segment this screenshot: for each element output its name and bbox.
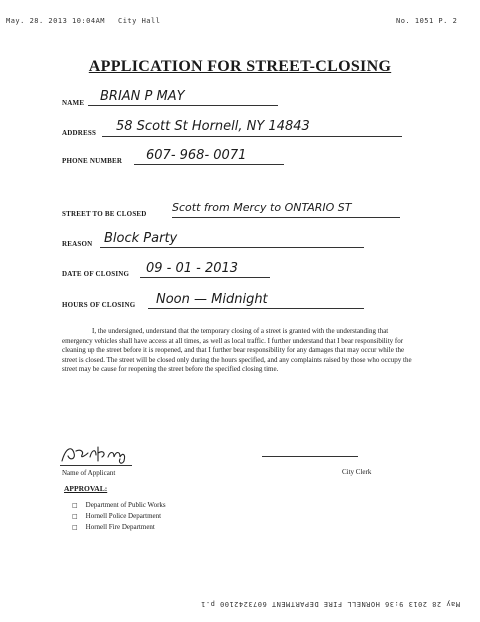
- phone-label: PHONE NUMBER: [62, 157, 123, 165]
- applicant-label: Name of Applicant: [62, 469, 116, 477]
- reason-label: REASON: [62, 240, 93, 248]
- approval-heading: APPROVAL:: [64, 484, 108, 493]
- hours-line: [148, 308, 364, 309]
- address-value: 58 Scott St Hornell, NY 14843: [116, 119, 310, 134]
- fax-date-time: May. 28. 2013 10:04AM: [6, 17, 106, 25]
- street-value: Scott from Mercy to ONTARIO ST: [172, 201, 352, 214]
- hours-value: Noon — Midnight: [156, 292, 268, 307]
- reason-value: Block Party: [104, 231, 178, 246]
- statement-paragraph: I, the undersigned, understand that the temporary closing of a street is granted with the understanding that emergency vehicles shall have access at all times, as well as local traffic. I further understand that I bear responsibility for cleaning up the street before it is reopened, and that I further bear responsibility for any damages that may occur while the street is closed. The street will be closed only during the hours specified, and any complaints raised by those who occupy the street may be cause for reopening the street before the specified closing time.: [62, 327, 412, 373]
- approval-item-public-works: □ Department of Public Works: [72, 500, 166, 511]
- applicant-signature: [60, 443, 130, 467]
- clerk-signature-line: [262, 456, 358, 457]
- clerk-label: City Clerk: [342, 468, 372, 476]
- fax-page-info: No. 1051 P. 2: [396, 17, 458, 25]
- approval-item-fire: □ Hornell Fire Department: [72, 522, 166, 533]
- name-label: NAME: [62, 99, 85, 107]
- address-label: ADDRESS: [62, 129, 97, 137]
- approval-item-police: □ Hornell Police Department: [72, 511, 166, 522]
- street-label: STREET TO BE CLOSED: [62, 210, 147, 218]
- form-title: APPLICATION FOR STREET-CLOSING: [88, 58, 392, 75]
- name-line: [88, 105, 278, 106]
- date-label: DATE OF CLOSING: [62, 270, 130, 278]
- reason-line: [100, 247, 364, 248]
- name-value: BRIAN P MAY: [100, 89, 185, 104]
- approval-list: [72, 500, 166, 533]
- phone-value: 607- 968- 0071: [146, 148, 247, 163]
- fax-sender: City Hall: [118, 17, 161, 25]
- date-line: [140, 277, 270, 278]
- applicant-signature-line: [60, 465, 132, 466]
- date-value: 09 - 01 - 2013: [146, 261, 239, 276]
- fax-footer-inverted: May 28 2013 9:36 HORNELL FIRE DEPARTMENT 6073242100 p.1: [200, 600, 460, 608]
- street-line: [172, 217, 400, 218]
- hours-label: HOURS OF CLOSING: [62, 301, 136, 309]
- address-line: [102, 136, 402, 137]
- phone-line: [134, 164, 284, 165]
